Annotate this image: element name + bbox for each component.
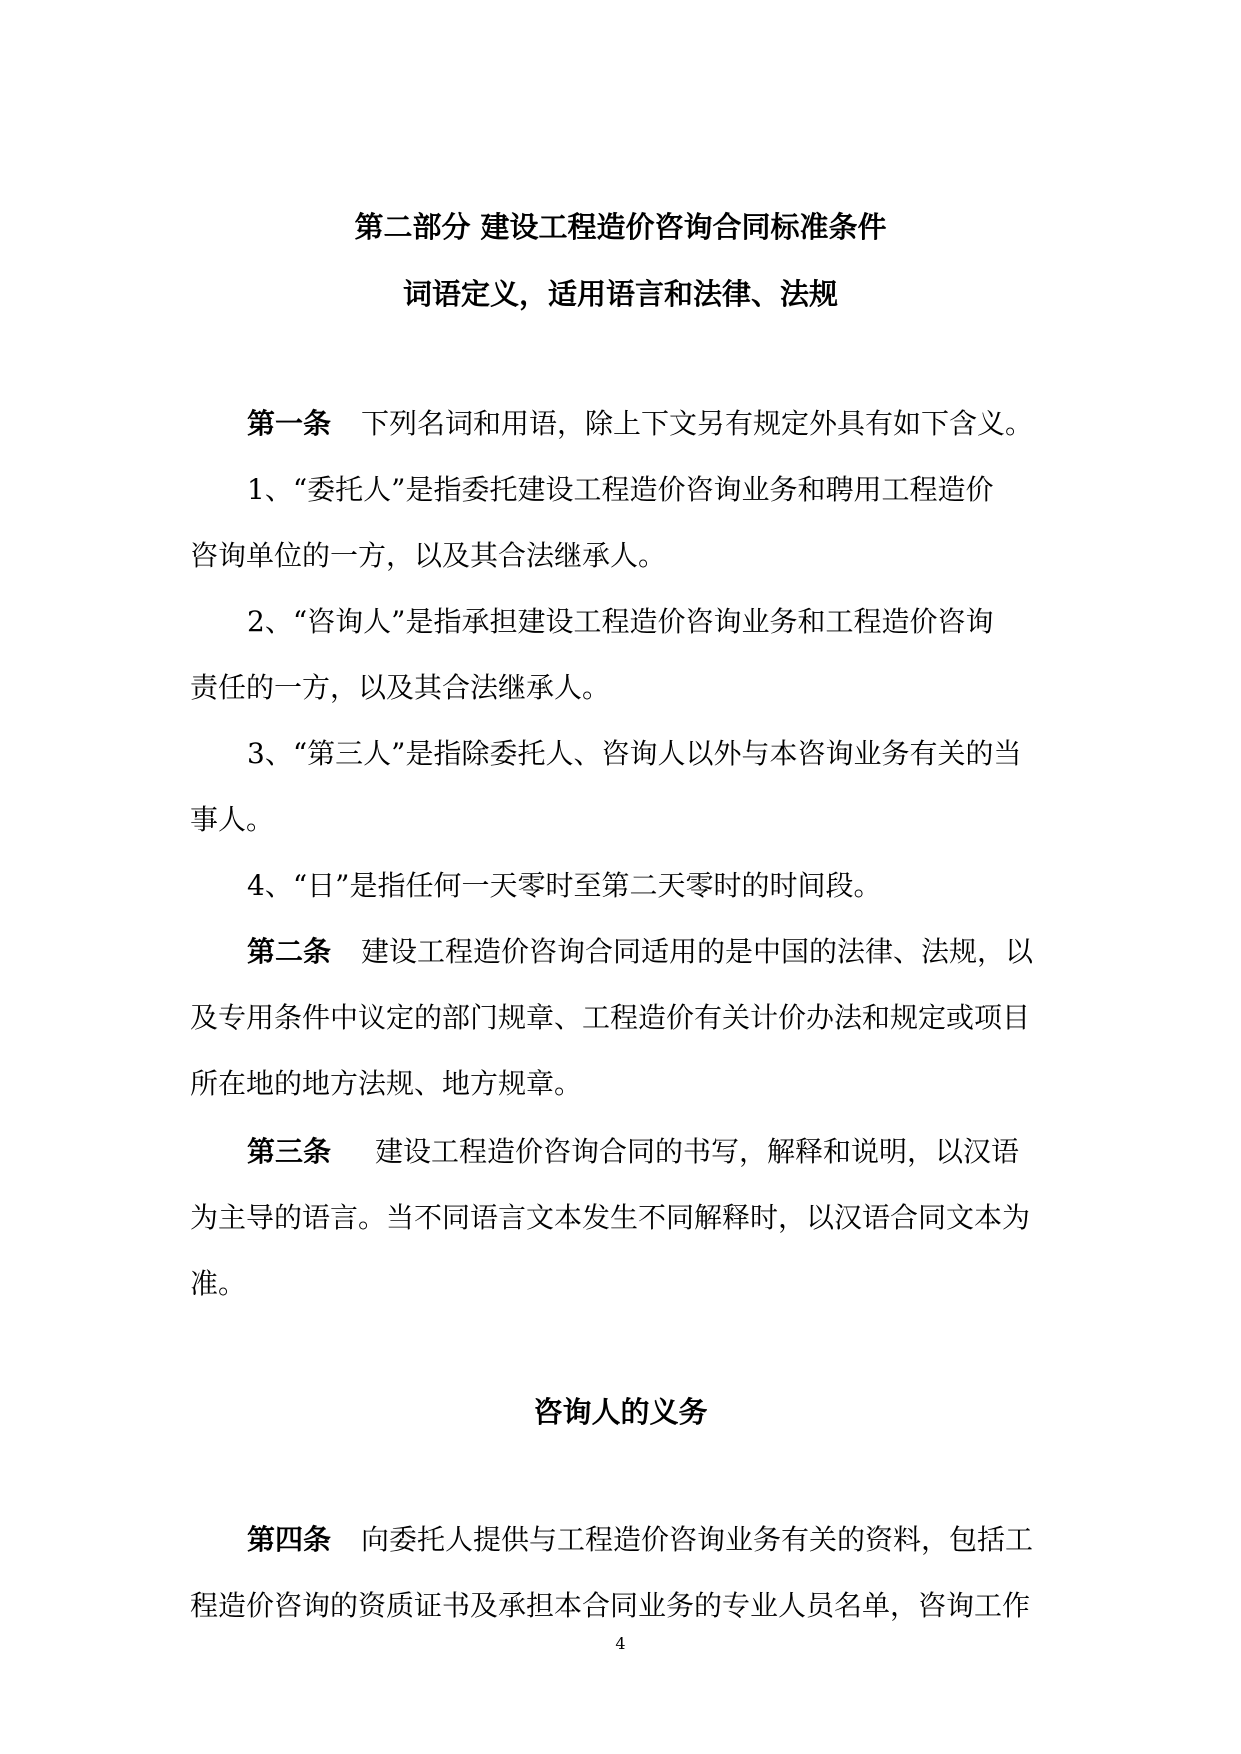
article-3-label: 第三条 [247, 1135, 332, 1168]
definition-4-line-1: 4、“日”是指任何一天零时至第二天零时的时间段。 [247, 869, 882, 902]
article-2-label: 第二条 [247, 935, 332, 968]
article-2-line-1 [247, 932, 1033, 972]
definition-3-line-2: 事人。 [190, 803, 275, 836]
article-2-line-2: 及专用条件中议定的部门规章、工程造价有关计价办法和规定或项目 [190, 1001, 1031, 1034]
article-2-line-3: 所在地的地方法规、地方规章。 [190, 1067, 583, 1100]
article-1-text: 下列名词和用语，除上下文另有规定外具有如下含义。 [361, 407, 1034, 440]
article-4-line-2: 程造价咨询的资质证书及承担本合同业务的专业人员名单，咨询工作 [190, 1589, 1031, 1622]
definition-2-line-2: 责任的一方，以及其合法继承人。 [190, 671, 611, 704]
part-title: 第二部分 建设工程造价咨询合同标准条件 [354, 210, 887, 244]
article-3-line-3: 准。 [190, 1267, 247, 1300]
article-3-line-1 [247, 1132, 1019, 1172]
section-title-definitions: 词语定义，适用语言和法律、法规 [402, 277, 838, 311]
article-3-text: 建设工程造价咨询合同的书写，解释和说明，以汉语 [375, 1135, 1020, 1168]
article-4-line-1 [247, 1520, 1033, 1560]
definition-3-line-1: 3、“第三人”是指除委托人、咨询人以外与本咨询业务有关的当 [247, 737, 1022, 770]
article-4-label: 第四条 [247, 1523, 332, 1556]
article-2-text: 建设工程造价咨询合同适用的是中国的法律、法规，以 [361, 935, 1034, 968]
section-title-obligations: 咨询人的义务 [533, 1395, 708, 1429]
definition-2-line-1: 2、“咨询人”是指承担建设工程造价咨询业务和工程造价咨询 [247, 605, 994, 638]
article-4-text: 向委托人提供与工程造价咨询业务有关的资料，包括工 [361, 1523, 1034, 1556]
definition-1-line-2: 咨询单位的一方，以及其合法继承人。 [190, 539, 667, 572]
article-1 [247, 404, 1033, 444]
page-number: 4 [615, 1634, 626, 1653]
article-1-label: 第一条 [247, 407, 332, 440]
definition-1-line-1: 1、“委托人”是指委托建设工程造价咨询业务和聘用工程造价 [247, 473, 994, 506]
article-3-line-2: 为主导的语言。当不同语言文本发生不同解释时，以汉语合同文本为 [190, 1201, 1031, 1234]
